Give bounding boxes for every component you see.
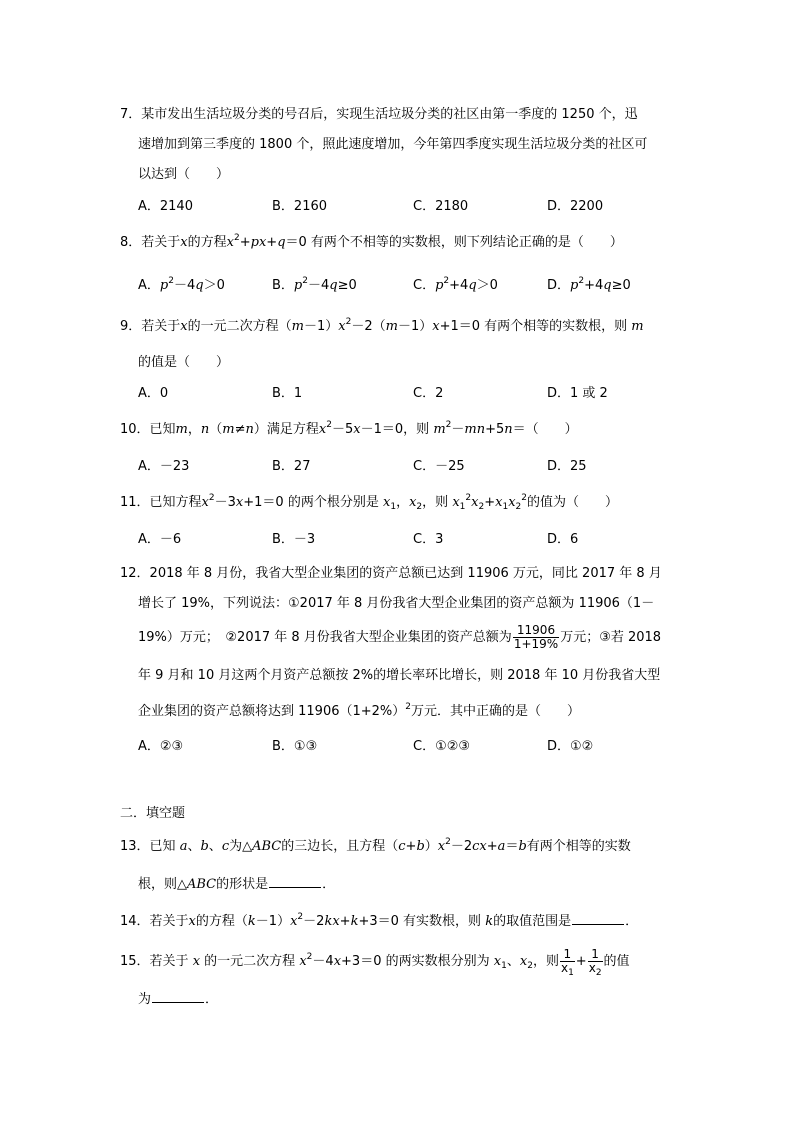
q15-line1: 15．若关于 x 的一元二次方程 $x^2-4x+3=0$ 的两实数根分别为 $x_1$、$x_2$，则 $\frac{1}{x_1}$ + $\frac{1}{x_2}$ 的值: [120, 947, 630, 978]
q15-number: 15．若关于: [120, 954, 189, 969]
q10-option-d[interactable]: D．25: [547, 459, 587, 474]
q9-line1: 9．若关于x的一元二次方程$(m-1)x^2-2(m-1)x+1=0$ 有两个相等的实数根，则 m: [120, 317, 644, 334]
q11-text1: 的两个根分别是: [287, 495, 379, 510]
q11-option-d[interactable]: D．6: [547, 532, 579, 547]
q12-options: [138, 738, 698, 756]
q12-line3: [138, 624, 661, 651]
q7-option-b[interactable]: B．2160: [272, 199, 328, 214]
q13-line2b: 的形状是: [216, 877, 269, 892]
q9-options: [138, 385, 698, 403]
q13-answer-blank[interactable]: [269, 875, 321, 888]
q11-line1: 11．已知方程$x^2-3x+1=0$ 的两个根分别是 $x_1$，$x_2$，则 $x_1^2x_2+x_1x_2^2$的值为（ ）: [120, 493, 619, 512]
q12-line1: 12．2018 年 8 月份，我省大型企业集团的资产总额已达到 11906 万元，同比 2017 年 8 月: [120, 566, 662, 581]
section-title-fill-blank: 二．填空题: [120, 806, 186, 821]
q11-number: 11．已知方程: [120, 495, 202, 510]
q13-text3: 有两个相等的实数: [526, 839, 631, 854]
q9-text1: 的一元二次方程（: [187, 319, 292, 334]
q8-option-d[interactable]: D．$p^2+4q\ge 0$: [547, 276, 631, 293]
q14-number: 14．若关于: [120, 914, 189, 929]
q9-option-d[interactable]: D．1 或 2: [547, 386, 608, 401]
q9-option-a[interactable]: A．0: [138, 386, 169, 401]
q14-end: ．: [625, 914, 639, 929]
q8-option-a[interactable]: A．$p^2-4q>0$: [138, 276, 225, 293]
q14-text1: 的方程（: [195, 914, 248, 929]
q7-line3: 以达到（ ）: [138, 167, 230, 182]
q13-line2a: 根，则△: [138, 877, 187, 892]
q7-line1: 7．某市发出生活垃圾分类的号召后，实现生活垃圾分类的社区由第一季度的 1250 个，迅: [120, 107, 638, 122]
q10-text1: 满足方程: [266, 422, 319, 437]
q8-option-c[interactable]: C．$p^2+4q>0$: [413, 276, 498, 293]
q15-text2: 的两实数根分别为: [385, 954, 490, 969]
q11-option-b[interactable]: B．－3: [272, 532, 316, 547]
q12-fraction: [513, 624, 559, 651]
q14-line1: 14．若关于x的方程$(k-1)x^2-2kx+k+3=0$ 有实数根，则 k的取值范围是 ．: [120, 912, 639, 929]
q8-text2: 有两个不相等的实数根，则下列结论正确的是（ ）: [310, 235, 623, 250]
q12-option-a[interactable]: A．②③: [138, 739, 184, 754]
q12-frac-numerator: 11906: [513, 624, 559, 638]
q14-text3: 的取值范围是: [493, 914, 572, 929]
q15-line2: [138, 990, 218, 1009]
q10-number: 10．已知: [120, 422, 176, 437]
q15-fraction-2: $\frac{1}{x_2}$: [588, 947, 602, 978]
q11-text3: 的值为（ ）: [527, 495, 619, 510]
q12-line4: 年 9 月和 10 月这两个月资产总额按 2%的增长率环比增长，则 2018 年 10 月份我省大型: [138, 668, 661, 683]
q10-option-a[interactable]: A．－23: [138, 459, 190, 474]
q13-text2: 的三边长，且方程（: [281, 839, 399, 854]
q11-options: [138, 531, 698, 549]
q9-option-b[interactable]: B．1: [272, 386, 303, 401]
q13-line1: 13．已知 a、b、c为△ABC的三边长，且方程$(c+b)x^2-2cx+a=b$有两个相等的实数: [120, 837, 631, 854]
q10-option-b[interactable]: B．27: [272, 459, 311, 474]
q13-end: ．: [322, 877, 336, 892]
q8-option-b[interactable]: B．$p^2-4q\ge 0$: [272, 276, 357, 293]
q12-line5b: 万元．其中正确的是（ ）: [411, 704, 581, 719]
q11-text2: ，则: [422, 495, 449, 510]
q12-option-c[interactable]: C．①②③: [413, 739, 471, 754]
q9-number: 9．若关于: [120, 319, 181, 334]
q10-line1: 10．已知m，n（m≠n）满足方程$x^2-5x-1=0$，则 $m^2-mn+5n=$（ ）: [120, 420, 578, 437]
q11-option-c[interactable]: C．3: [413, 532, 444, 547]
q7-option-c[interactable]: C．2180: [413, 199, 469, 214]
q9-option-c[interactable]: C．2: [413, 386, 444, 401]
q15-text3: ，则: [532, 954, 559, 969]
q14-answer-blank[interactable]: [572, 912, 624, 925]
q7-option-d[interactable]: D．2200: [547, 199, 604, 214]
q14-text2: 有实数根，则: [403, 914, 482, 929]
q13-number: 13．已知: [120, 839, 176, 854]
q12-frac-denominator: 1+19%: [513, 637, 559, 651]
q12-line5-exponent: 2: [405, 702, 412, 712]
q9-line2: 的值是（ ）: [138, 355, 230, 370]
q15-answer-blank[interactable]: [152, 990, 204, 1003]
q12-option-b[interactable]: B．①③: [272, 739, 318, 754]
q10-options: [138, 458, 698, 476]
q12-line2: 增长了 19%，下列说法：①2017 年 8 月份我省大型企业集团的资产总额为 11906（1－: [138, 596, 655, 611]
q7-option-a[interactable]: A．2140: [138, 199, 193, 214]
q8-options: [138, 277, 698, 295]
q8-line1: 8．若关于x的方程$x^2+px+q=0$ 有两个不相等的实数根，则下列结论正确的是（ ）: [120, 233, 623, 250]
q15-text4: 的值: [603, 954, 630, 969]
q10-option-c[interactable]: C．－25: [413, 459, 465, 474]
q7-options: [138, 198, 698, 216]
q8-number: 8．若关于: [120, 235, 181, 250]
q15-fraction-1: $\frac{1}{x_1}$: [560, 947, 574, 978]
q12-line3b: 万元；③若 2018: [560, 630, 662, 645]
q10-text3: （ ）: [525, 422, 578, 437]
q9-text2: 有两个相等的实数根，则: [484, 319, 628, 334]
q8-text1: 的方程: [187, 235, 227, 250]
q11-option-a[interactable]: A．－6: [138, 532, 182, 547]
q7-line2: 速增加到第三季度的 1800 个，照此速度增加，今年第四季度实现生活垃圾分类的社区可: [138, 137, 648, 152]
q13-text1: 为△: [229, 839, 253, 854]
q12-line3a: 19%）万元； ②2017 年 8 月份我省大型企业集团的资产总额为: [138, 630, 512, 645]
q12-line5: [138, 703, 580, 721]
q15-text1: 的一元二次方程: [204, 954, 296, 969]
q15-end: ．: [205, 992, 219, 1007]
q15-line2-label: 为: [138, 992, 152, 1007]
q10-text2: ，则: [403, 422, 430, 437]
q12-option-d[interactable]: D．①②: [547, 739, 594, 754]
q13-line2: 根，则△ABC的形状是 ．: [138, 877, 336, 892]
q12-line5a: 企业集团的资产总额将达到 11906（1+2%）: [138, 704, 406, 719]
